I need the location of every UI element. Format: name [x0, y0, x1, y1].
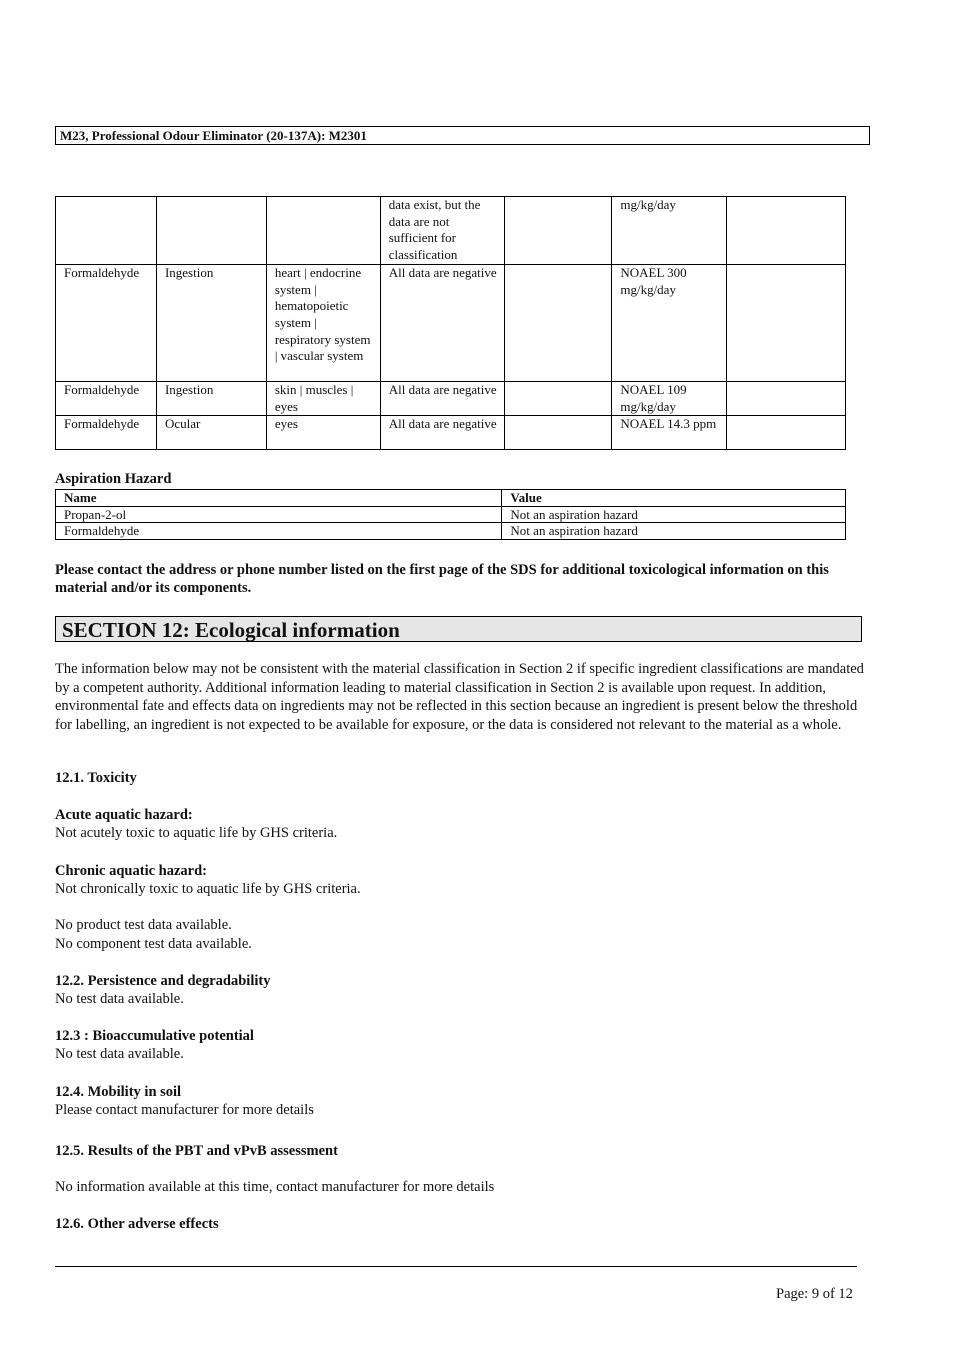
toxicity-table	[55, 196, 846, 450]
pbt-heading: 12.5. Results of the PBT and vPvB assessment	[55, 1143, 338, 1159]
table-cell	[504, 381, 612, 415]
persistence-heading: 12.2. Persistence and degradability	[55, 973, 271, 989]
bioaccumulative-heading: 12.3 : Bioaccumulative potential	[55, 1028, 254, 1044]
table-row	[56, 264, 846, 381]
table-cell	[727, 264, 846, 381]
acute-aquatic-heading: Acute aquatic hazard:	[55, 807, 193, 823]
table-row	[56, 381, 846, 415]
section-12-title: SECTION 12: Ecological information	[55, 616, 862, 642]
table-cell: Formaldehyde	[56, 381, 157, 415]
toxicity-heading: 12.1. Toxicity	[55, 770, 137, 786]
table-cell: Not an aspiration hazard	[502, 523, 846, 540]
table-cell: All data are negative	[380, 264, 504, 381]
acute-aquatic-text: Not acutely toxic to aquatic life by GHS criteria.	[55, 825, 338, 841]
no-product-data: No product test data available.	[55, 917, 232, 933]
table-cell: Formaldehyde	[56, 264, 157, 381]
table-cell	[727, 381, 846, 415]
table-cell: skin | muscles | eyes	[266, 381, 380, 415]
table-cell: heart | endocrine system | hematopoietic system | respiratory system | vascular system	[266, 264, 380, 381]
chronic-aquatic-heading: Chronic aquatic hazard:	[55, 863, 207, 879]
no-component-data: No component test data available.	[55, 936, 252, 952]
table-row	[56, 506, 846, 523]
column-header: Value	[502, 490, 846, 507]
table-cell: Ingestion	[156, 264, 266, 381]
table-cell: Not an aspiration hazard	[502, 506, 846, 523]
mobility-heading: 12.4. Mobility in soil	[55, 1084, 182, 1100]
table-cell: Ingestion	[156, 381, 266, 415]
persistence-text: No test data available.	[55, 991, 184, 1007]
table-cell	[56, 197, 157, 265]
section-12-intro: The information below may not be consistent with the material classification in Section 2 if specific ingredient classifications are mandated by a competent authority. Additional information leading to material classification in Section 2 is available upon request. In addition, environmental fate and effects data on ingredients may not be reflected in this section because an ingredient is present below the threshold for labelling, an ingredient is not expected to be available for exposure, or the data is considered not relevant to the material as a whole.	[55, 661, 864, 733]
table-header-row	[56, 490, 846, 507]
bioaccumulative-text: No test data available.	[55, 1046, 184, 1062]
table-cell: Ocular	[156, 416, 266, 450]
table-cell	[504, 264, 612, 381]
table-cell: NOAEL 14.3 ppm	[612, 416, 727, 450]
contact-note: Please contact the address or phone number listed on the first page of the SDS for additional toxicological information on this material and/or its components.	[55, 562, 829, 596]
pbt-text: No information available at this time, contact manufacturer for more details	[55, 1179, 495, 1195]
table-cell	[504, 197, 612, 265]
chronic-aquatic-text: Not chronically toxic to aquatic life by GHS criteria.	[55, 881, 361, 897]
table-cell: mg/kg/day	[612, 197, 727, 265]
table-cell	[727, 416, 846, 450]
page-number: Page: 9 of 12	[776, 1286, 853, 1302]
table-cell	[156, 197, 266, 265]
aspiration-hazard-heading: Aspiration Hazard	[55, 471, 172, 487]
table-row	[56, 416, 846, 450]
table-cell: data exist, but the data are not sufficient for classification	[380, 197, 504, 265]
table-cell	[266, 197, 380, 265]
table-cell: NOAEL 300 mg/kg/day	[612, 264, 727, 381]
table-cell: eyes	[266, 416, 380, 450]
document-header-title: M23, Professional Odour Eliminator (20-137A): M2301	[55, 126, 870, 145]
column-header: Name	[56, 490, 502, 507]
table-cell: NOAEL 109 mg/kg/day	[612, 381, 727, 415]
table-cell: Formaldehyde	[56, 523, 502, 540]
mobility-text: Please contact manufacturer for more details	[55, 1102, 314, 1118]
table-cell: All data are negative	[380, 416, 504, 450]
other-effects-heading: 12.6. Other adverse effects	[55, 1216, 219, 1232]
table-cell	[504, 416, 612, 450]
table-cell	[727, 197, 846, 265]
table-cell: Propan-2-ol	[56, 506, 502, 523]
table-cell: All data are negative	[380, 381, 504, 415]
footer-divider	[55, 1266, 857, 1267]
aspiration-table	[55, 489, 846, 540]
table-row	[56, 523, 846, 540]
table-row	[56, 197, 846, 265]
table-cell: Formaldehyde	[56, 416, 157, 450]
